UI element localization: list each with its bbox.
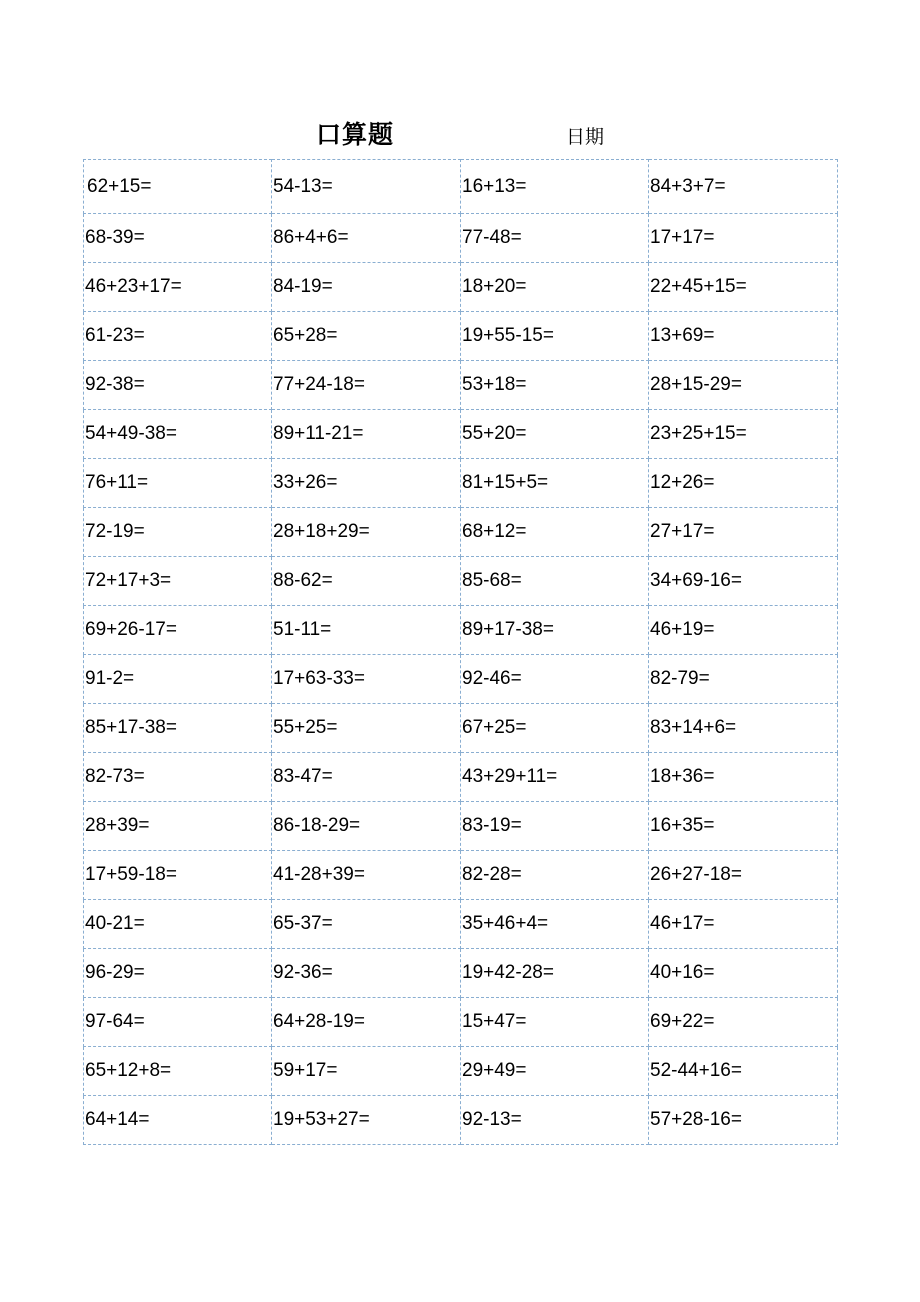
problem-cell: 64+14= (84, 1096, 272, 1145)
problem-cell: 62+15= (84, 160, 272, 214)
date-label: 日期 (566, 126, 605, 148)
problem-cell: 77+24-18= (272, 361, 461, 410)
problem-row (84, 508, 838, 557)
problem-cell: 65-37= (272, 900, 461, 949)
problem-cell: 12+26= (649, 459, 838, 508)
problem-row (84, 263, 838, 312)
problem-cell: 68-39= (84, 214, 272, 263)
problem-cell: 55+20= (461, 410, 649, 459)
problem-row (84, 1096, 838, 1145)
problem-cell: 40+16= (649, 949, 838, 998)
problem-cell: 72+17+3= (84, 557, 272, 606)
problem-cell: 83+14+6= (649, 704, 838, 753)
problem-cell: 46+23+17= (84, 263, 272, 312)
problem-cell: 96-29= (84, 949, 272, 998)
problem-cell: 88-62= (272, 557, 461, 606)
problem-cell: 26+27-18= (649, 851, 838, 900)
problem-row (84, 802, 838, 851)
problem-cell: 35+46+4= (461, 900, 649, 949)
problem-cell: 29+49= (461, 1047, 649, 1096)
problem-cell: 84-19= (272, 263, 461, 312)
problem-row (84, 160, 838, 214)
problem-cell: 92-36= (272, 949, 461, 998)
problem-row (84, 459, 838, 508)
problem-grid-body (84, 160, 838, 1145)
problem-cell: 13+69= (649, 312, 838, 361)
problem-row (84, 753, 838, 802)
problem-cell: 85+17-38= (84, 704, 272, 753)
problem-cell: 91-2= (84, 655, 272, 704)
problem-cell: 16+35= (649, 802, 838, 851)
problem-cell: 16+13= (461, 160, 649, 214)
problem-cell: 59+17= (272, 1047, 461, 1096)
problem-cell: 65+28= (272, 312, 461, 361)
problem-cell: 54+49-38= (84, 410, 272, 459)
problem-cell: 43+29+11= (461, 753, 649, 802)
problem-cell: 83-47= (272, 753, 461, 802)
problem-row (84, 851, 838, 900)
problem-cell: 28+39= (84, 802, 272, 851)
problem-cell: 82-28= (461, 851, 649, 900)
problem-cell: 40-21= (84, 900, 272, 949)
problem-cell: 18+36= (649, 753, 838, 802)
problem-cell: 76+11= (84, 459, 272, 508)
problem-cell: 15+47= (461, 998, 649, 1047)
problem-cell: 81+15+5= (461, 459, 649, 508)
problem-row (84, 900, 838, 949)
problem-grid (83, 159, 838, 1145)
problem-cell: 54-13= (272, 160, 461, 214)
problem-cell: 86-18-29= (272, 802, 461, 851)
problem-row (84, 998, 838, 1047)
problem-cell: 92-13= (461, 1096, 649, 1145)
problem-cell: 46+19= (649, 606, 838, 655)
problem-row (84, 214, 838, 263)
problem-row (84, 704, 838, 753)
problem-cell: 52-44+16= (649, 1047, 838, 1096)
problem-cell: 17+59-18= (84, 851, 272, 900)
problem-row (84, 557, 838, 606)
problem-cell: 82-79= (649, 655, 838, 704)
problem-cell: 19+42-28= (461, 949, 649, 998)
problem-cell: 69+26-17= (84, 606, 272, 655)
problem-cell: 97-64= (84, 998, 272, 1047)
problem-cell: 82-73= (84, 753, 272, 802)
problem-cell: 18+20= (461, 263, 649, 312)
problem-cell: 19+53+27= (272, 1096, 461, 1145)
problem-cell: 68+12= (461, 508, 649, 557)
problem-cell: 27+17= (649, 508, 838, 557)
problem-cell: 55+25= (272, 704, 461, 753)
problem-row (84, 1047, 838, 1096)
problem-row (84, 361, 838, 410)
problem-row (84, 312, 838, 361)
page-title: 口算题 (316, 120, 395, 149)
problem-row (84, 410, 838, 459)
problem-cell: 65+12+8= (84, 1047, 272, 1096)
problem-cell: 22+45+15= (649, 263, 838, 312)
problem-cell: 86+4+6= (272, 214, 461, 263)
problem-cell: 28+18+29= (272, 508, 461, 557)
problem-cell: 17+17= (649, 214, 838, 263)
problem-cell: 34+69-16= (649, 557, 838, 606)
problem-cell: 41-28+39= (272, 851, 461, 900)
problem-cell: 85-68= (461, 557, 649, 606)
problem-cell: 77-48= (461, 214, 649, 263)
problem-cell: 67+25= (461, 704, 649, 753)
problem-cell: 28+15-29= (649, 361, 838, 410)
problem-cell: 89+17-38= (461, 606, 649, 655)
problem-cell: 84+3+7= (649, 160, 838, 214)
problem-row (84, 949, 838, 998)
problem-row (84, 655, 838, 704)
problem-cell: 53+18= (461, 361, 649, 410)
problem-cell: 19+55-15= (461, 312, 649, 361)
problem-cell: 89+11-21= (272, 410, 461, 459)
problem-cell: 61-23= (84, 312, 272, 361)
problem-cell: 92-46= (461, 655, 649, 704)
problem-cell: 51-11= (272, 606, 461, 655)
problem-cell: 72-19= (84, 508, 272, 557)
problem-cell: 46+17= (649, 900, 838, 949)
problem-cell: 57+28-16= (649, 1096, 838, 1145)
problem-cell: 17+63-33= (272, 655, 461, 704)
problem-row (84, 606, 838, 655)
problem-cell: 92-38= (84, 361, 272, 410)
problem-cell: 69+22= (649, 998, 838, 1047)
problem-cell: 23+25+15= (649, 410, 838, 459)
problem-cell: 64+28-19= (272, 998, 461, 1047)
problem-cell: 83-19= (461, 802, 649, 851)
problem-cell: 33+26= (272, 459, 461, 508)
